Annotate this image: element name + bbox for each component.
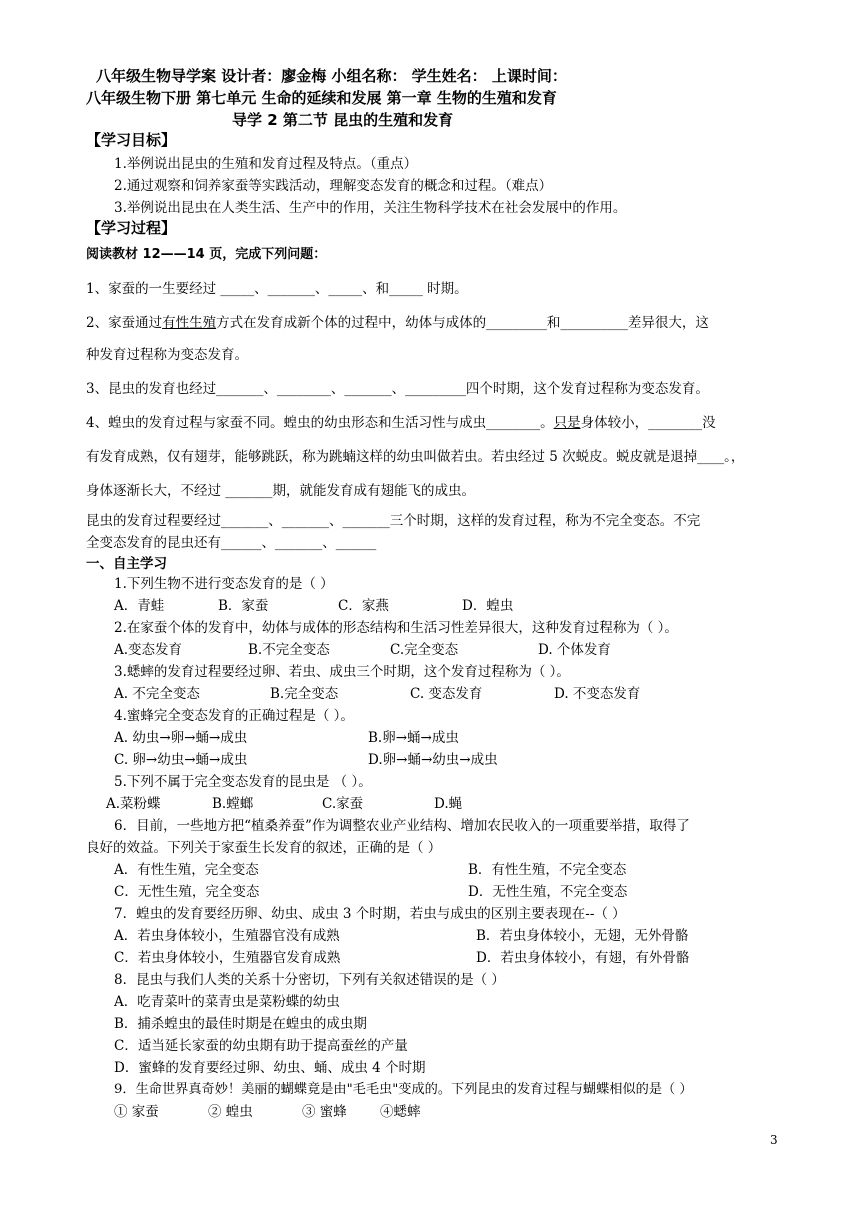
mc-option: C．若虫身体较小，生殖器官发育成熟 (114, 950, 341, 966)
mc-option: D．蝗虫 (462, 598, 514, 614)
mc-option: ① 家蚕 (114, 1104, 159, 1120)
mc-option: B．若虫身体较小，无翅，无外骨骼 (476, 928, 689, 944)
mc-option: B.完全变态 (270, 686, 339, 702)
mc-option: C．无性生殖，完全变态 (114, 884, 260, 900)
question-fill-1: 1、家蚕的一生要经过 _____、_______、_____、和_____ 时期。 (86, 281, 468, 297)
q2-text-pre: 2、家蚕通过 (86, 315, 163, 331)
mc-option: ③ 蜜蜂 (302, 1104, 347, 1120)
mc-option: A.菜粉蝶 (106, 796, 161, 812)
mc-option: A. 幼虫→卵→蛹→成虫 (114, 730, 248, 746)
mc-option: A．若虫身体较小，生殖器官没有成熟 (114, 928, 340, 944)
mc-option: A.变态发育 (114, 642, 183, 658)
objective-item: 3.举例说出昆虫在人类生活、生产中的作用，关注生物科学技术在社会发展中的作用。 (114, 200, 627, 216)
mc-question-9: 9．生命世界真奇妙！美丽的蝴蝶竟是由"毛毛虫"变成的。下列昆虫的发育过程与蝴蝶相似的是（ ） (114, 1082, 693, 1097)
mc-option: D．无性生殖，不完全变态 (468, 884, 628, 900)
objective-item: 1.举例说出昆虫的生殖和发育过程及特点。（重点） (114, 156, 418, 172)
mc-question-6-line-2: 良好的效益。下列关于家蚕生长发育的叙述，正确的是（ ） (86, 840, 442, 856)
mc-option: A．有性生殖，完全变态 (114, 862, 259, 878)
mc-option: C．家燕 (338, 598, 389, 614)
mc-question-5: 5.下列不属于完全变态发育的昆虫是 （ ）。 (114, 774, 372, 790)
mc-option: B.螳螂 (212, 796, 254, 812)
mc-option: B．捕杀蝗虫的最佳时期是在蝗虫的成虫期 (114, 1016, 367, 1032)
process-title: 【学习过程】 (86, 219, 177, 237)
mc-option: B．有性生殖，不完全变态 (468, 862, 627, 878)
mc-question-1: 1.下列生物不进行变态发育的是（ ） (114, 576, 334, 592)
header-line-3: 导学 2 第二节 昆虫的生殖和发育 (232, 111, 454, 129)
objectives-title: 【学习目标】 (86, 131, 177, 149)
header-line-1: 八年级生物导学案 设计者：廖金梅 小组名称： 学生姓名： 上课时间： (96, 67, 567, 85)
mc-option: B．家蚕 (218, 598, 269, 614)
mc-question-7: 7．蝗虫的发育要经历卵、幼虫、成虫 3 个时期，若虫与成虫的区别主要表现在--（ ） (114, 906, 626, 922)
q2-underlined: 有性生殖 (162, 315, 217, 331)
q4-text-post: 身体较小，________没 (580, 415, 716, 431)
reading-instruction: 阅读教材 12——14 页，完成下列问题： (86, 247, 327, 262)
mc-question-4: 4.蜜蜂完全变态发育的正确过程是（ ）。 (114, 708, 354, 724)
objective-item: 2.通过观察和饲养家蚕等实践活动，理解变态发育的概念和过程。（难点） (114, 178, 553, 194)
mc-option: D．若虫身体较小，有翅，有外骨骼 (476, 950, 690, 966)
mc-question-6-line-1: 6．目前，一些地方把“植桑养蚕”作为调整农业产业结构、增加农民收入的一项重要举措，取得了 (114, 818, 690, 834)
mc-option: C．适当延长家蚕的幼虫期有助于提高蚕丝的产量 (114, 1038, 408, 1054)
mc-option: C. 变态发育 (410, 686, 483, 702)
page-number: 3 (770, 1133, 778, 1147)
mc-option: C. 卵→幼虫→蛹→成虫 (114, 752, 248, 768)
question-fill-2-line-2: 种发育过程称为变态发育。 (86, 347, 248, 363)
question-fill-4-line-2: 有发育成熟，仅有翅芽，能够跳跃，称为跳蝻这样的幼虫叫做若虫。若虫经过 5 次蜕皮。蜕皮就是退掉____。， (86, 449, 745, 465)
mc-option: A．青蛙 (114, 598, 165, 614)
mc-option: B.不完全变态 (248, 642, 330, 658)
mc-option: A. 不完全变态 (114, 686, 200, 702)
q4-text-pre: 4、蝗虫的发育过程与家蚕不同。蝗虫的幼虫形态和生活习性与成虫________。 (86, 415, 554, 431)
mc-option: D．蜜蜂的发育要经过卵、幼虫、蛹、成虫 4 个时期 (114, 1060, 426, 1076)
question-fill-2-line-1 (86, 314, 709, 332)
question-fill-3: 3、昆虫的发育也经过_______、________、_______、_________四个时期，这个发育过程称为变态发育。 (86, 381, 709, 397)
mc-option: D. 个体发育 (538, 642, 611, 658)
question-fill-4-line-3: 身体逐渐长大，不经过 _______期，就能发育成有翅能飞的成虫。 (86, 483, 476, 499)
q4-underlined: 只是 (553, 415, 581, 431)
mc-option: ④蟋蟀 (380, 1104, 421, 1120)
mc-option: D. 不变态发育 (554, 686, 641, 702)
header-line-2: 八年级生物下册 第七单元 生命的延续和发展 第一章 生物的生殖和发育 (86, 89, 557, 107)
mc-option: C.完全变态 (390, 642, 459, 658)
q2-text-post: 方式在发育成新个体的过程中，幼体与成体的_________和__________差异很大，这 (216, 315, 709, 331)
mc-option: D.蝇 (434, 796, 463, 812)
question-fill-4-line-1 (86, 414, 716, 432)
mc-question-3: 3.蟋蟀的发育过程要经过卵、若虫、成虫三个时期，这个发育过程称为（ ）。 (114, 664, 570, 680)
mc-option: A．吃青菜叶的菜青虫是菜粉蝶的幼虫 (114, 994, 340, 1010)
mc-option: B.卵→蛹→成虫 (368, 730, 459, 746)
self-study-title: 一、自主学习 (86, 556, 167, 572)
mc-option: C.家蚕 (322, 796, 364, 812)
mc-question-8: 8．昆虫与我们人类的关系十分密切，下列有关叙述错误的是（ ） (114, 972, 505, 988)
mc-question-2: 2.在家蚕个体的发育中，幼体与成体的形态结构和生活习性差异很大，这种发育过程称为（ ）。 (114, 620, 678, 636)
question-fill-5-line-1: 昆虫的发育过程要经过_______、_______、_______三个时期，这样的发育过程，称为不完全变态。不完 (86, 513, 701, 529)
question-fill-5-line-2: 全变态发育的昆虫还有______、_______、______ (86, 535, 377, 551)
mc-option: ② 蝗虫 (208, 1104, 253, 1120)
mc-option: D.卵→蛹→幼虫→成虫 (368, 752, 498, 768)
